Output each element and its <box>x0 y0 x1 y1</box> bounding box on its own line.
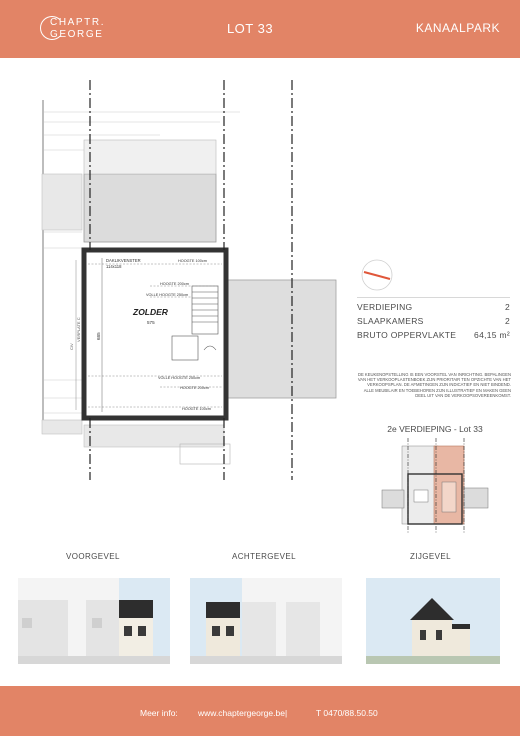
footer-info-label: Meer info: <box>140 708 178 718</box>
height-label-250b: VOLLE HOOGTE 250cm <box>158 376 201 380</box>
skylight-label: DAKLIKVENSTER <box>106 258 141 263</box>
front-elevation-label: VOORGEVEL <box>66 552 120 561</box>
side-elevation-label: ZIJGEVEL <box>410 552 451 561</box>
height-label-250a: VOLLE HOOGTE 250cm <box>146 293 189 297</box>
wall-label: VERPLATE C <box>76 317 81 342</box>
dimension-vertical: 685 <box>96 332 101 340</box>
floor-plan <box>40 80 340 480</box>
spec-row-floor <box>357 302 510 316</box>
project-name: KANAALPARK <box>415 21 500 35</box>
spec-divider <box>357 297 510 298</box>
height-label-200b: HOOGTE 200cm <box>180 386 209 390</box>
room-name: ZOLDER <box>133 307 168 317</box>
spec-label: BRUTO OPPERVLAKTE <box>357 330 457 340</box>
brand-logo[interactable] <box>40 14 110 44</box>
disclaimer-text: DE KEUKENOPSTELLING IS EEN VOORSTEL VAN INRICHTING. BEPALINGEN VAN HET VERKOOPLASTENBOEK ZIJN PRIORITAIR TEN OPZICHTE VAN HET VERKOOPSPLAN. DE AFMETINGEN ZIJN INDICATIEF EN NIET BINDEND. ALLE MEUBILAIR EN TOEBEHOREN ZIJN ILLUSTRATIEF EN MAKEN GEEN DEEL UIT VAN DE VERKOOPSOVEREENKOMST. <box>357 372 511 398</box>
back-elevation-label: ACHTERGEVEL <box>232 552 296 561</box>
compass-icon <box>360 258 394 292</box>
front-elevation <box>18 578 170 664</box>
spec-label: SLAAPKAMERS <box>357 316 424 326</box>
height-label-top: HOOGTE 100cm <box>178 259 207 263</box>
spec-label: VERDIEPING <box>357 302 413 312</box>
spec-value: 2 <box>504 302 510 312</box>
logo-line-2: GEORGE <box>50 29 104 40</box>
back-elevation <box>190 578 342 664</box>
spec-row-bedrooms <box>357 316 510 330</box>
spec-value: 64,15 m² <box>474 330 510 340</box>
mini-plan-title: 2e VERDIEPING - Lot 33 <box>387 424 483 434</box>
side-elevation <box>366 578 500 664</box>
footer-phone[interactable]: T 0470/88.50.50 <box>316 708 378 718</box>
skylight-size: 114x118 <box>106 264 122 269</box>
logo-line-1: CHAPTR. <box>50 17 106 28</box>
mini-floor-plan <box>378 438 494 534</box>
cv-label: C/V <box>69 343 74 350</box>
height-label-bottom: HOOGTE 100cm <box>182 407 211 411</box>
spec-row-area <box>357 330 510 344</box>
room-area: 575 <box>147 320 155 325</box>
lot-title: LOT 33 <box>226 21 274 36</box>
spec-value: 2 <box>504 316 510 326</box>
footer-website-link[interactable]: www.chaptergeorge.be| <box>198 708 288 718</box>
height-label-200a: HOOGTE 200cm <box>160 282 189 286</box>
